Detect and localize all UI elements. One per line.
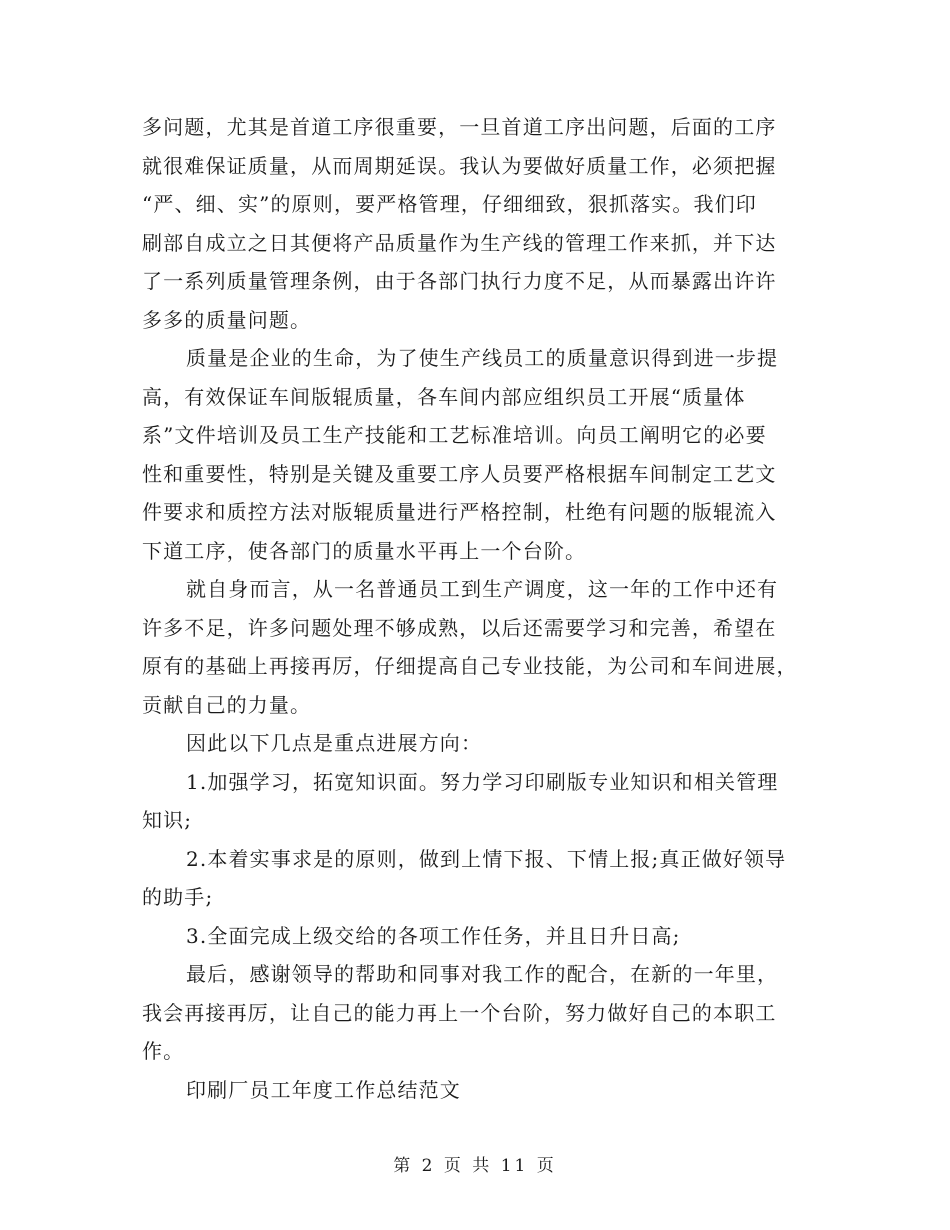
- text-line: 多问题，尤其是首道工序很重要，一旦首道工序出问题，后面的工序: [142, 115, 777, 139]
- text-line: 质量是企业的生命，为了使生产线员工的质量意识得到进一步提: [186, 346, 779, 370]
- list-item-line: 知识;: [142, 808, 193, 832]
- text-line: 就自身而言，从一名普通员工到生产调度，这一年的工作中还有: [186, 577, 779, 601]
- text-line: 性和重要性，特别是关键及重要工序人员要严格根据车间制定工艺文: [142, 461, 777, 486]
- text-line: 因此以下几点是重点进展方向：: [186, 731, 483, 755]
- text-line: 原有的基础上再接再厉，仔细提高自己专业技能，为公司和车间进展，: [142, 654, 798, 678]
- text-line: 作。: [142, 1039, 185, 1063]
- list-item-line: 2.本着实事求是的原则，做到上情下报、下情上报;真正做好领导: [186, 846, 787, 871]
- list-item-line: 3.全面完成上级交给的各项工作任务，并且日升日高;: [186, 923, 681, 948]
- list-item-line: 的助手;: [142, 885, 214, 909]
- text-line: “严、细、实”的原则，要严格管理，仔细细致，狠抓落实。我们印: [142, 192, 757, 216]
- text-line: 下道工序，使各部门的质量水平再上一个台阶。: [142, 538, 587, 563]
- text-line: 就很难保证质量，从而周期延误。我认为要做好质量工作，必须把握: [142, 153, 777, 178]
- text-line: 高，有效保证车间版辊质量，各车间内部应组织员工开展“质量体: [142, 384, 746, 409]
- text-line: 贡献自己的力量。: [142, 692, 312, 717]
- text-line: 了一系列质量管理条例，由于各部门执行力度不足，从而暴露出许许: [142, 269, 777, 293]
- text-line: 我会再接再厉，让自己的能力再上一个台阶，努力做好自己的本职工: [142, 1000, 777, 1025]
- document-body: [142, 108, 808, 1109]
- section-title: 印刷厂员工年度工作总结范文: [186, 1077, 461, 1102]
- text-line: 多多的质量问题。: [142, 307, 312, 332]
- text-line: 系”文件培训及员工生产技能和工艺标准培训。向员工阐明它的必要: [142, 423, 767, 447]
- text-line: 件要求和质控方法对版辊质量进行严格控制，杜绝有问题的版辊流入: [142, 500, 777, 524]
- page-number: 第 2 页 共 11 页: [393, 1156, 557, 1176]
- text-line: 刷部自成立之日其便将产品质量作为生产线的管理工作来抓，并下达: [142, 230, 777, 255]
- text-line: 最后，感谢领导的帮助和同事对我工作的配合，在新的一年里，: [186, 962, 779, 986]
- text-line: 许多不足，许多问题处理不够成熟，以后还需要学习和完善，希望在: [142, 615, 777, 640]
- list-item-line: 1.加强学习，拓宽知识面。努力学习印刷版专业知识和相关管理: [186, 769, 779, 794]
